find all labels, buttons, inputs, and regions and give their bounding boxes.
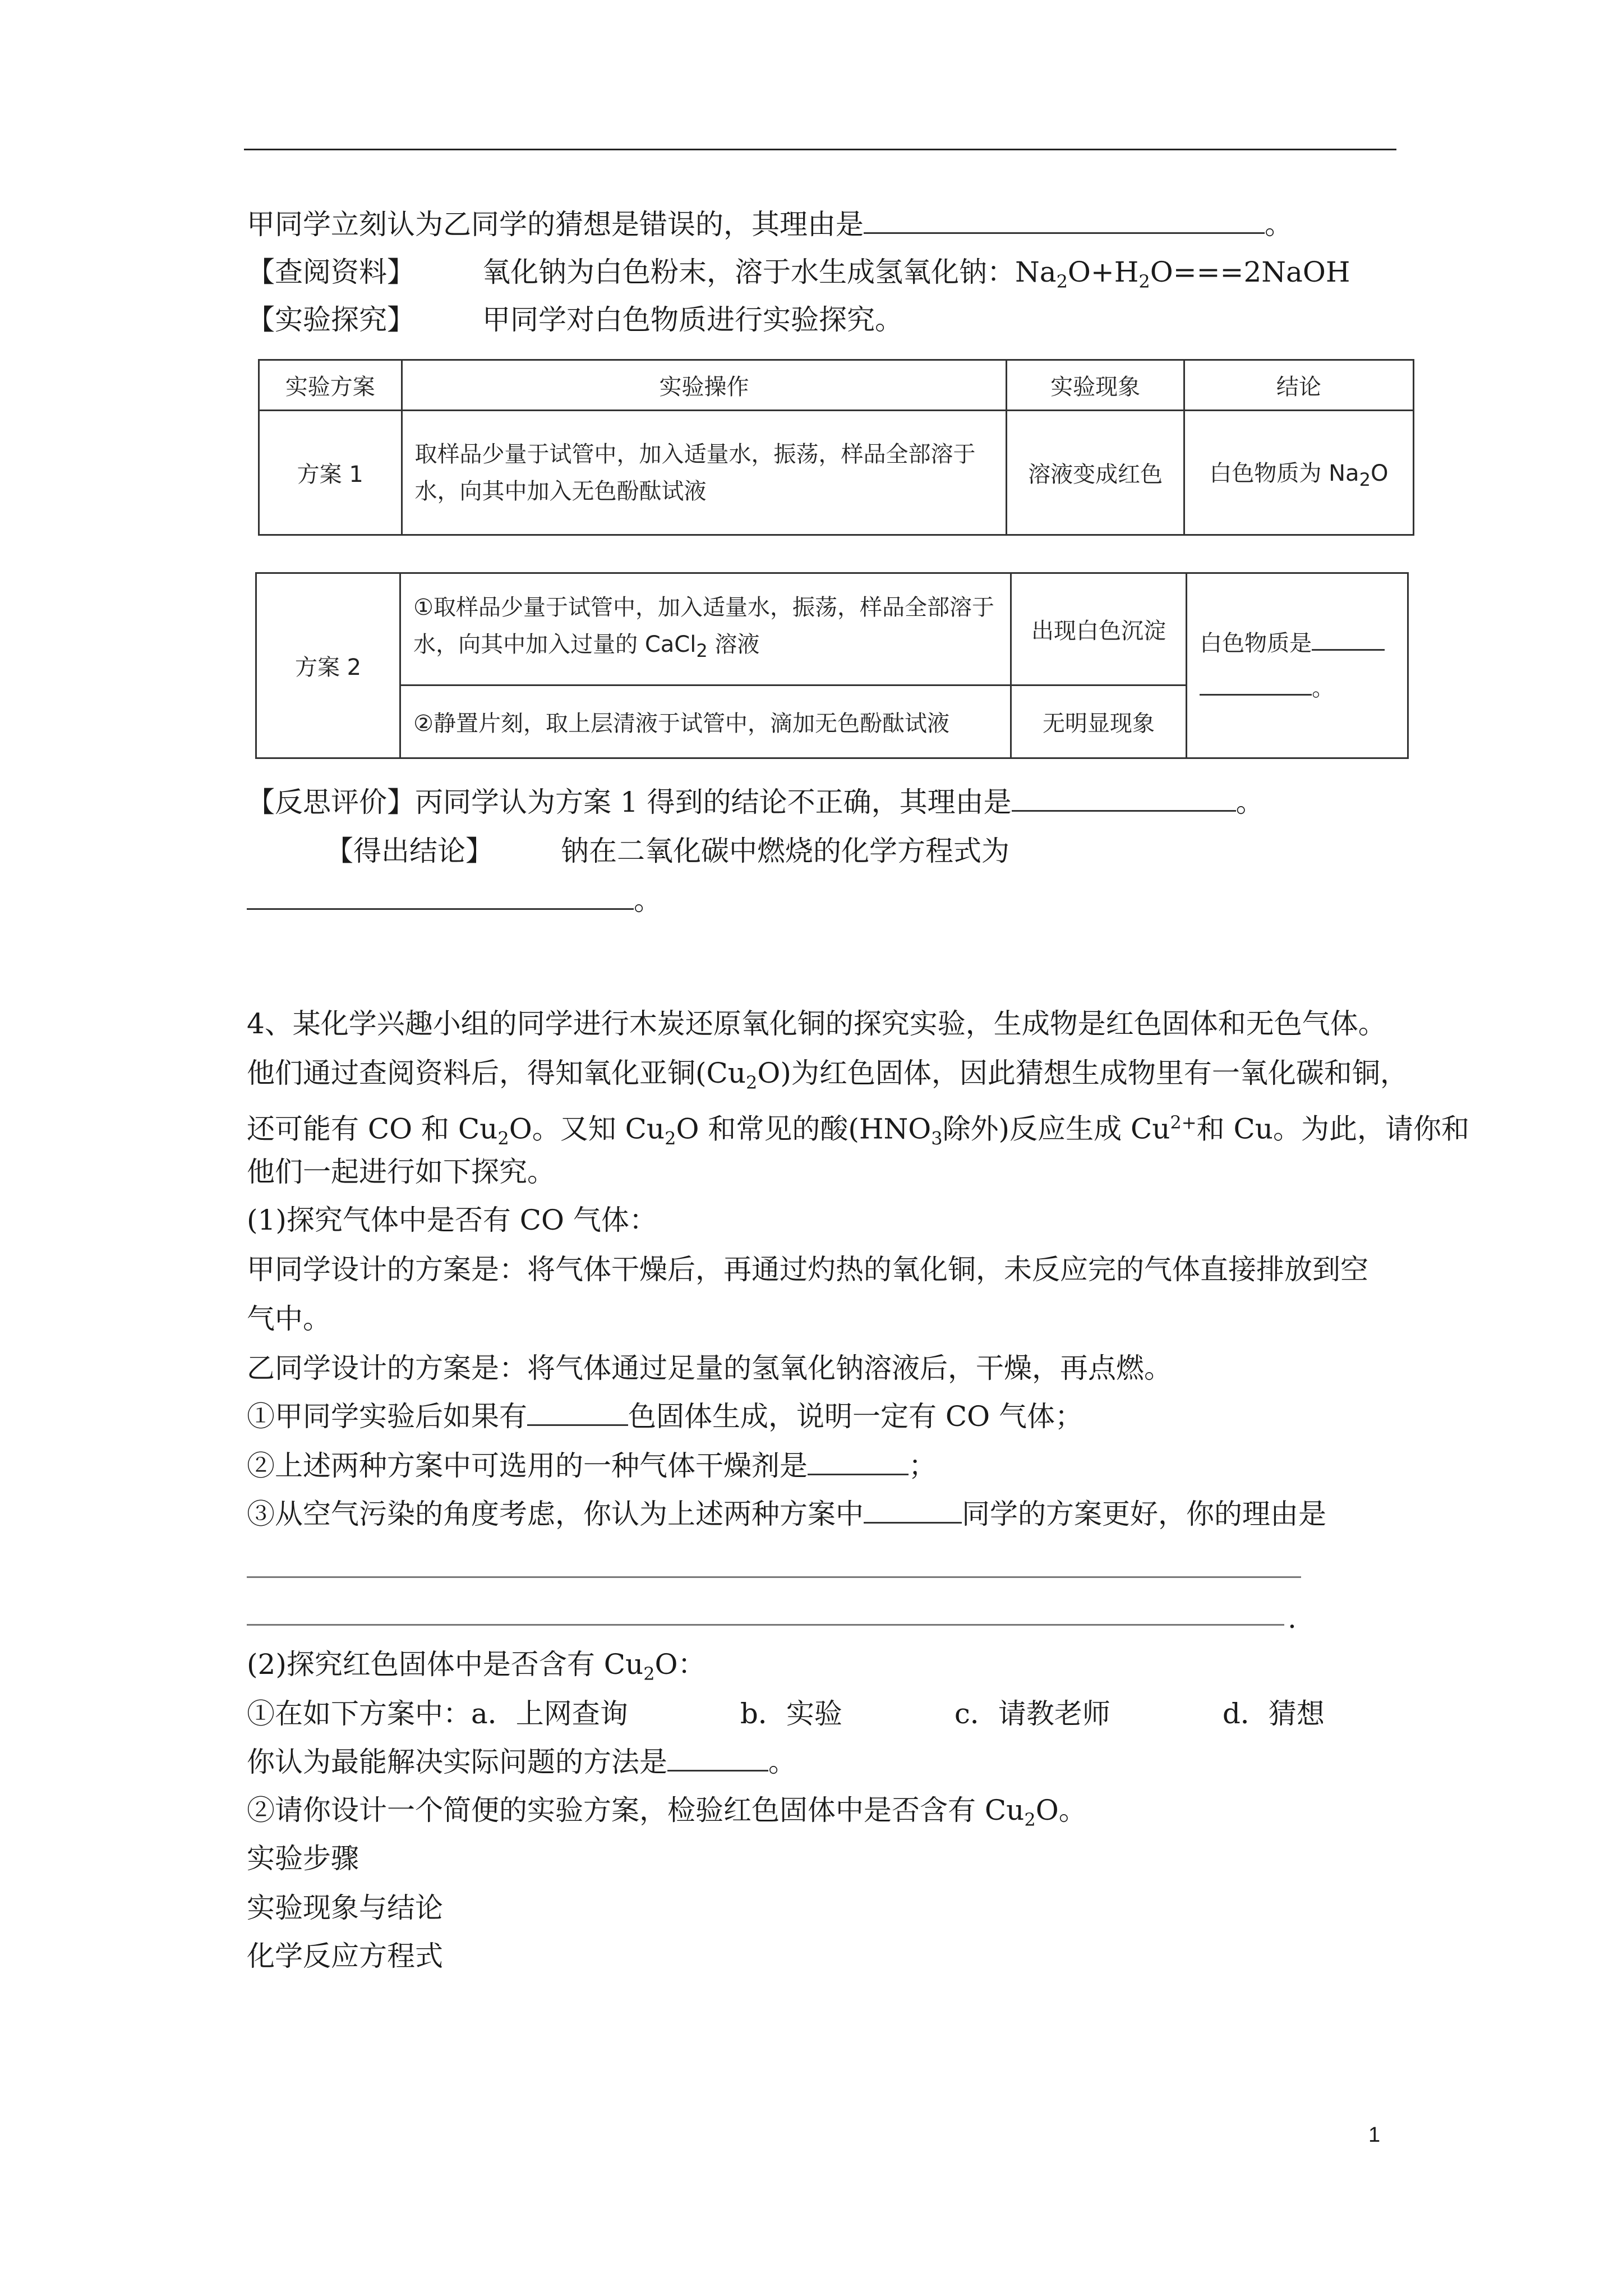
fansi-line: 【反思评价】丙同学认为方案 1 得到的结论不正确，其理由是 。 (247, 783, 1264, 822)
q4-line-2: 他们通过查阅资料后，得知氧化亚铜$(Cu_2O)$为红色固体，因此猜想生成物里有一氧化碳和铜， (247, 1057, 1408, 1093)
answer-blank[interactable] (864, 1496, 962, 1524)
th-op: 实验操作 (402, 360, 1007, 411)
plan2-phen1: 出现白色沉淀 (1011, 573, 1186, 685)
answer-blank[interactable] (1200, 668, 1312, 696)
answer-blank[interactable] (1012, 784, 1236, 812)
plan2-op1: ①取样品少量于试管中，加入适量水，振荡，样品全部溶于水，向其中加入过量的 CaCl$_2$ 溶液 (400, 573, 1011, 685)
plan2-cell: 方案 2 (256, 573, 400, 758)
th-concl: 结论 (1184, 360, 1413, 411)
plan1-cell: 方案 1 (259, 411, 402, 535)
answer-blank[interactable] (247, 1624, 1284, 1626)
q4-step: 实验步骤 (247, 1842, 359, 1875)
intro-line: 甲同学立刻认为乙同学的猜想是错误的，其理由是 。 (247, 205, 1293, 244)
answer-blank[interactable] (247, 1576, 1301, 1578)
answer-blank[interactable] (527, 1398, 628, 1426)
q4-yi: 乙同学设计的方案是：将气体通过足量的氢氧化钠溶液后，干燥，再点燃。 (247, 1352, 1172, 1384)
answer-blank[interactable] (247, 882, 634, 910)
th-phen: 实验现象 (1007, 360, 1184, 411)
dechu-blank-line: 。 (247, 881, 662, 920)
chayue-line: 【查阅资料】 氧化钠为白色粉末，溶于水生成氢氧化钠：$Na_2O+H_2O===2NaOH$ (247, 256, 1350, 292)
q4-part-2: (2)探究红色固体中是否含有 $Cu_2O$： (247, 1648, 706, 1685)
q4-phen: 实验现象与结论 (247, 1892, 443, 1924)
answer-blank[interactable] (667, 1744, 768, 1772)
q4-s2: ②上述两种方案中可选用的一种气体干燥剂是 ； (247, 1446, 937, 1485)
q4-methods: ①在如下方案中：a．上网查询 b．实验 c．请教老师 d．猜想 (247, 1697, 1325, 1730)
th-plan: 实验方案 (259, 360, 402, 411)
answer-blank[interactable] (864, 206, 1265, 234)
q4-line-1: 4、某化学兴趣小组的同学进行木炭还原氧化铜的探究实验，生成物是红色固体和无色气体。 (247, 1007, 1386, 1040)
q4-line-3: 还可能有 CO 和 $Cu_2O$。又知 $Cu_2O$ 和常见的酸($HNO_3$除外)反应生成 $Cu^{2+}$和 Cu。为此，请你和 (247, 1112, 1469, 1149)
q4-d1: ②请你设计一个简便的实验方案，检验红色固体中是否含有 $Cu_2O$。 (247, 1794, 1087, 1830)
q4-s1: ①甲同学实验后如果有 色固体生成，说明一定有 CO 气体； (247, 1397, 1083, 1436)
q4-jia-1: 甲同学设计的方案是：将气体干燥后，再通过灼热的氧化铜，未反应完的气体直接排放到空 (247, 1253, 1368, 1286)
period: . (1288, 1602, 1297, 1635)
plan1-phen: 溶液变成红色 (1007, 411, 1184, 535)
q4-s3: ③从空气污染的角度考虑，你认为上述两种方案中 同学的方案更好，你的理由是 (247, 1494, 1326, 1534)
q4-m2: 你认为最能解决实际问题的方法是 。 (247, 1742, 796, 1782)
plan1-op: 取样品少量于试管中，加入适量水，振荡，样品全部溶于水，向其中加入无色酚酞试液 (402, 411, 1007, 535)
q4-jia-2: 气中。 (247, 1303, 331, 1335)
header-rule (244, 149, 1396, 150)
q4-line-4: 他们一起进行如下探究。 (247, 1156, 555, 1188)
answer-blank[interactable] (808, 1448, 909, 1475)
experiment-table-2 (255, 572, 1409, 759)
experiment-table-1 (258, 359, 1414, 536)
plan1-concl: 白色物质为 $Na_2O$ (1184, 411, 1413, 535)
shiyan-line: 【实验探究】 甲同学对白色物质进行实验探究。 (247, 303, 903, 336)
q4-part-1: (1)探究气体中是否有 CO 气体： (247, 1204, 657, 1236)
plan2-phen2: 无明显现象 (1011, 685, 1186, 758)
plan2-concl: 白色物质是 。 (1187, 573, 1408, 758)
plan2-op2: ②静置片刻，取上层清液于试管中，滴加无色酚酞试液 (400, 685, 1011, 758)
dechu-line: 【得出结论】 钠在二氧化碳中燃烧的化学方程式为 (325, 835, 1009, 867)
page-number: 1 (1368, 2123, 1381, 2147)
q4-eq: 化学反应方程式 (247, 1940, 443, 1972)
answer-blank[interactable] (1312, 623, 1385, 651)
